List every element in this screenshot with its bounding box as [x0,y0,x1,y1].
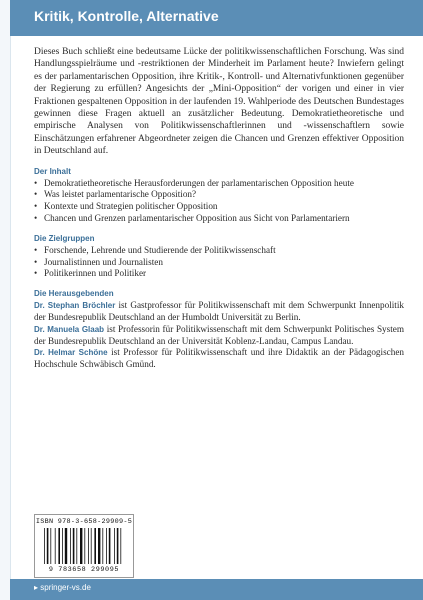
bullet-icon: • [34,213,38,224]
list-item: • Was leistet parlamentarische Opposition? [34,189,197,200]
footer-band [10,579,423,600]
editor-bio: Dr. Stephan Bröchler ist Gastprofessor für Politikwissenschaft mit dem Schwerpunkt Innenpolitik der Bundesrepublik Deutschland an der Humboldt Universität zu Berlin. [34,300,405,323]
editor-bio: Dr. Manuela Glaab ist Professorin für Politikwissenschaft mit dem Schwerpunkt Politisches System der Bundesrepublik Deutschland an der Universität Koblenz-Landau, Campus Landau. [34,323,405,346]
inhalt-list [34,178,404,225]
list-item: • Demokratietheoretische Herausforderungen der parlamentarischen Opposition heute [34,177,354,188]
section-heading-herausgebende: Die Herausgebenden [34,289,114,299]
bullet-icon: • [34,201,38,212]
editor-name: Dr. Stephan Bröchler [34,301,116,311]
bullet-icon: • [34,189,38,200]
barcode-box [34,514,134,578]
section-heading-inhalt: Der Inhalt [34,166,71,176]
isbn-label: ISBN 978-3-658-29909-5 [35,518,133,526]
editor-name: Dr. Manuela Glaab [34,324,105,334]
list-item: • Chancen und Grenzen parlamentarischer Opposition aus Sicht von Parlamentariern [34,213,350,224]
bullet-icon: • [34,268,38,279]
zielgruppen-list [34,245,404,280]
editor-bio: Dr. Helmar Schöne ist Professor für Politikwissenschaft und ihre Didaktik an der Pädagogischen Hochschule Schwäbisch Gmünd. [34,347,404,370]
bullet-icon: • [34,244,38,255]
list-item: • Kontexte und Strategien politischer Opposition [34,201,218,212]
list-item: • Forschende, Lehrende und Studierende der Politikwissenschaft [34,244,276,255]
barcode-icon [43,528,125,564]
intro-paragraph: Dieses Buch schließt eine bedeutsame Lücke der politikwissenschaftlichen Forschung. Was sind Handlungsspielräume und -restriktionen der Minderheit im Parlament heute? Inwiefern gelingt es der parlamentarischen Opposition, ihre Kritik-, Kontroll- und Alternativfunktionen gegenüber der Regierung zu erfüllen? Angesichts der „Mini-Opposition“ der vorigen und einer in vier Fraktionen gespaltenen Opposition in der laufenden 19. Wahlperiode des Deutschen Bundestages gewinnen diese Fragen aktuell an zusätzlicher Bedeutung. Demokratietheoretische und empirische Analysen von Politikwissenschaftlerinnen und -wissenschaftlern sowie Einschätzungen erfahrener Abgeordneter zeigen die Chancen und Grenzen effektiver Opposition in Deutschland auf. [34,47,404,157]
list-item: • Politikerinnen und Politiker [34,268,147,279]
publisher-url: ▸ springer-vs.de [34,583,91,592]
bullet-icon: • [34,177,38,188]
editor-name: Dr. Helmar Schöne [34,348,108,358]
barcode-digits: 9 783658 299095 [48,566,120,574]
page-title: Kritik, Kontrolle, Alternative [34,8,219,24]
bullet-icon: • [34,256,38,267]
back-cover-content [34,46,404,371]
left-edge-strip [0,0,11,600]
list-item: • Journalistinnen und Journalisten [34,256,163,267]
section-heading-zielgruppen: Die Zielgruppen [34,233,95,243]
